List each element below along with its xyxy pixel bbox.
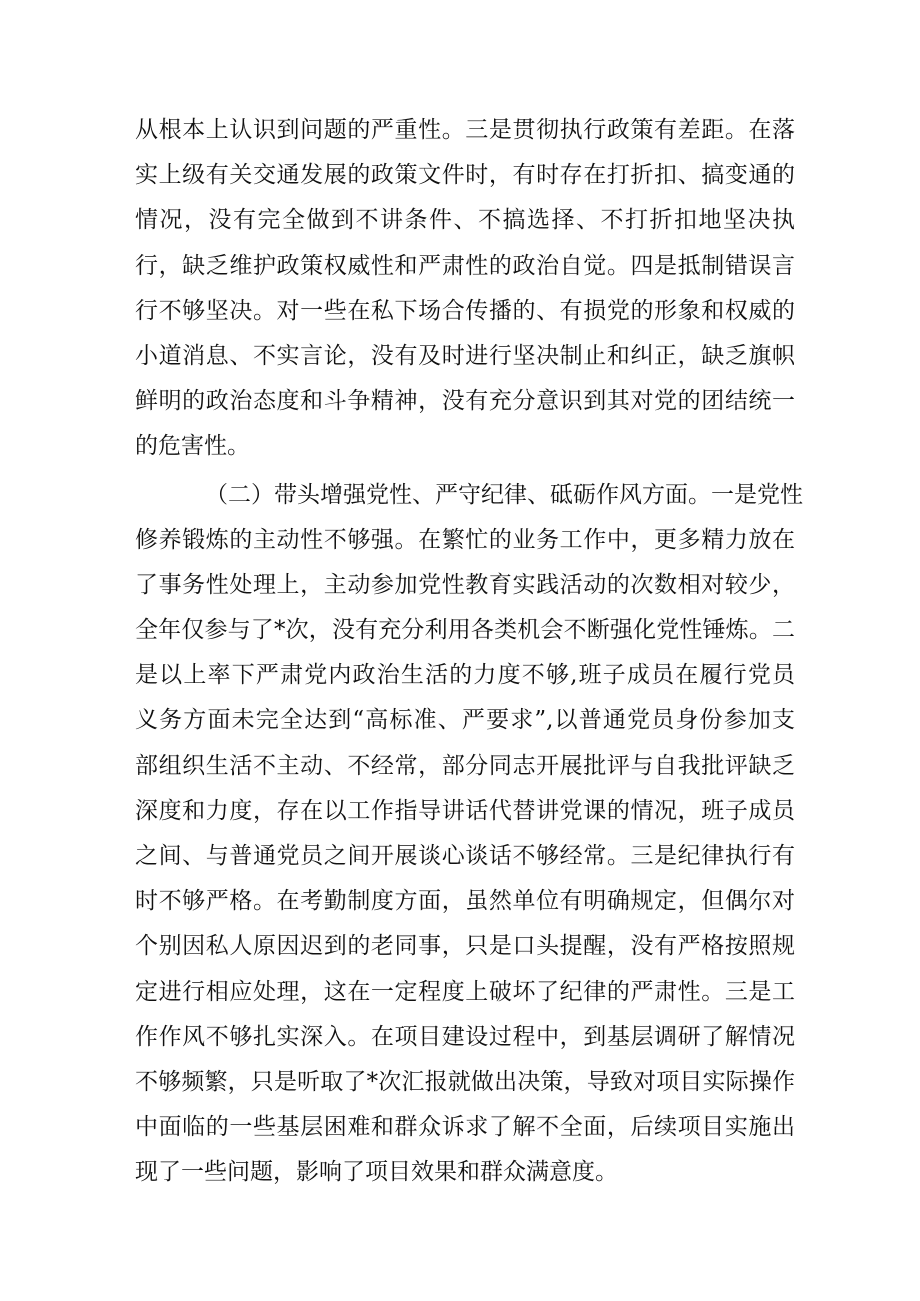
- text-line: 之间、与普通党员之间开展谈心谈话不够经常。三是纪律执行有: [135, 843, 795, 869]
- text-line: 全年仅参与了*次，没有充分利用各类机会不断强化党性锤炼。二: [135, 617, 795, 644]
- text-line: 的危害性。: [135, 433, 250, 460]
- text-line: 部组织生活不主动、不经常，部分同志开展批评与自我批评缺乏: [135, 752, 795, 779]
- text-line: 定进行相应处理，这在一定程度上破坏了纪律的严肃性。三是工: [135, 978, 795, 1005]
- paragraph-1: [135, 108, 795, 470]
- text-line: 不够频繁，只是听取了*次汇报就做出决策，导致对项目实际操作: [135, 1068, 795, 1095]
- text-line: 个别因私人原因迟到的老同事，只是口头提醒，没有严格按照规: [135, 933, 795, 960]
- text-line: 修养锻炼的主动性不够强。在繁忙的业务工作中，更多精力放在: [135, 526, 795, 553]
- text-line: 鲜明的政治态度和斗争精神，没有充分意识到其对党的团结统一: [135, 388, 795, 415]
- text-line: 实上级有关交通发展的政策文件时，有时存在打折扣、搞变通的: [135, 162, 795, 189]
- text-line: 行不够坚决。对一些在私下场合传播的、有损党的形象和权威的: [135, 297, 795, 324]
- text-line: 时不够严格。在考勤制度方面，虽然单位有明确规定，但偶尔对: [135, 888, 795, 915]
- text-line: 情况，没有完全做到不讲条件、不搞选择、不打折扣地坚决执: [135, 207, 795, 234]
- text-line: 是以上率下严肃党内政治生活的力度不够,班子成员在履行党员: [135, 662, 795, 689]
- text-line: 从根本上认识到问题的严重性。三是贯彻执行政策有差距。在落: [135, 117, 795, 143]
- paragraph-2: [135, 473, 803, 1196]
- text-line: 义务方面未完全达到“高标准、严要求”,以普通党员身份参加支: [135, 707, 795, 734]
- text-line: 行，缺乏维护政策权威性和严肃性的政治自觉。四是抵制错误言: [135, 252, 795, 279]
- section-heading-line: （二）带头增强党性、严守纪律、砥砺作风方面。一是党性: [205, 481, 803, 508]
- text-line: 中面临的一些基层困难和群众诉求了解不全面，后续项目实施出: [135, 1114, 795, 1141]
- text-line: 作作风不够扎实深入。在项目建设过程中，到基层调研了解情况: [135, 1023, 795, 1050]
- text-line: 了事务性处理上，主动参加党性教育实践活动的次数相对较少，: [135, 571, 795, 598]
- document-body: [135, 108, 803, 1196]
- text-line: 小道消息、不实言论，没有及时进行坚决制止和纠正，缺乏旗帜: [135, 342, 795, 369]
- text-line: 深度和力度，存在以工作指导讲话代替讲党课的情况，班子成员: [135, 797, 795, 824]
- text-line: 现了一些问题，影响了项目效果和群众满意度。: [135, 1159, 618, 1186]
